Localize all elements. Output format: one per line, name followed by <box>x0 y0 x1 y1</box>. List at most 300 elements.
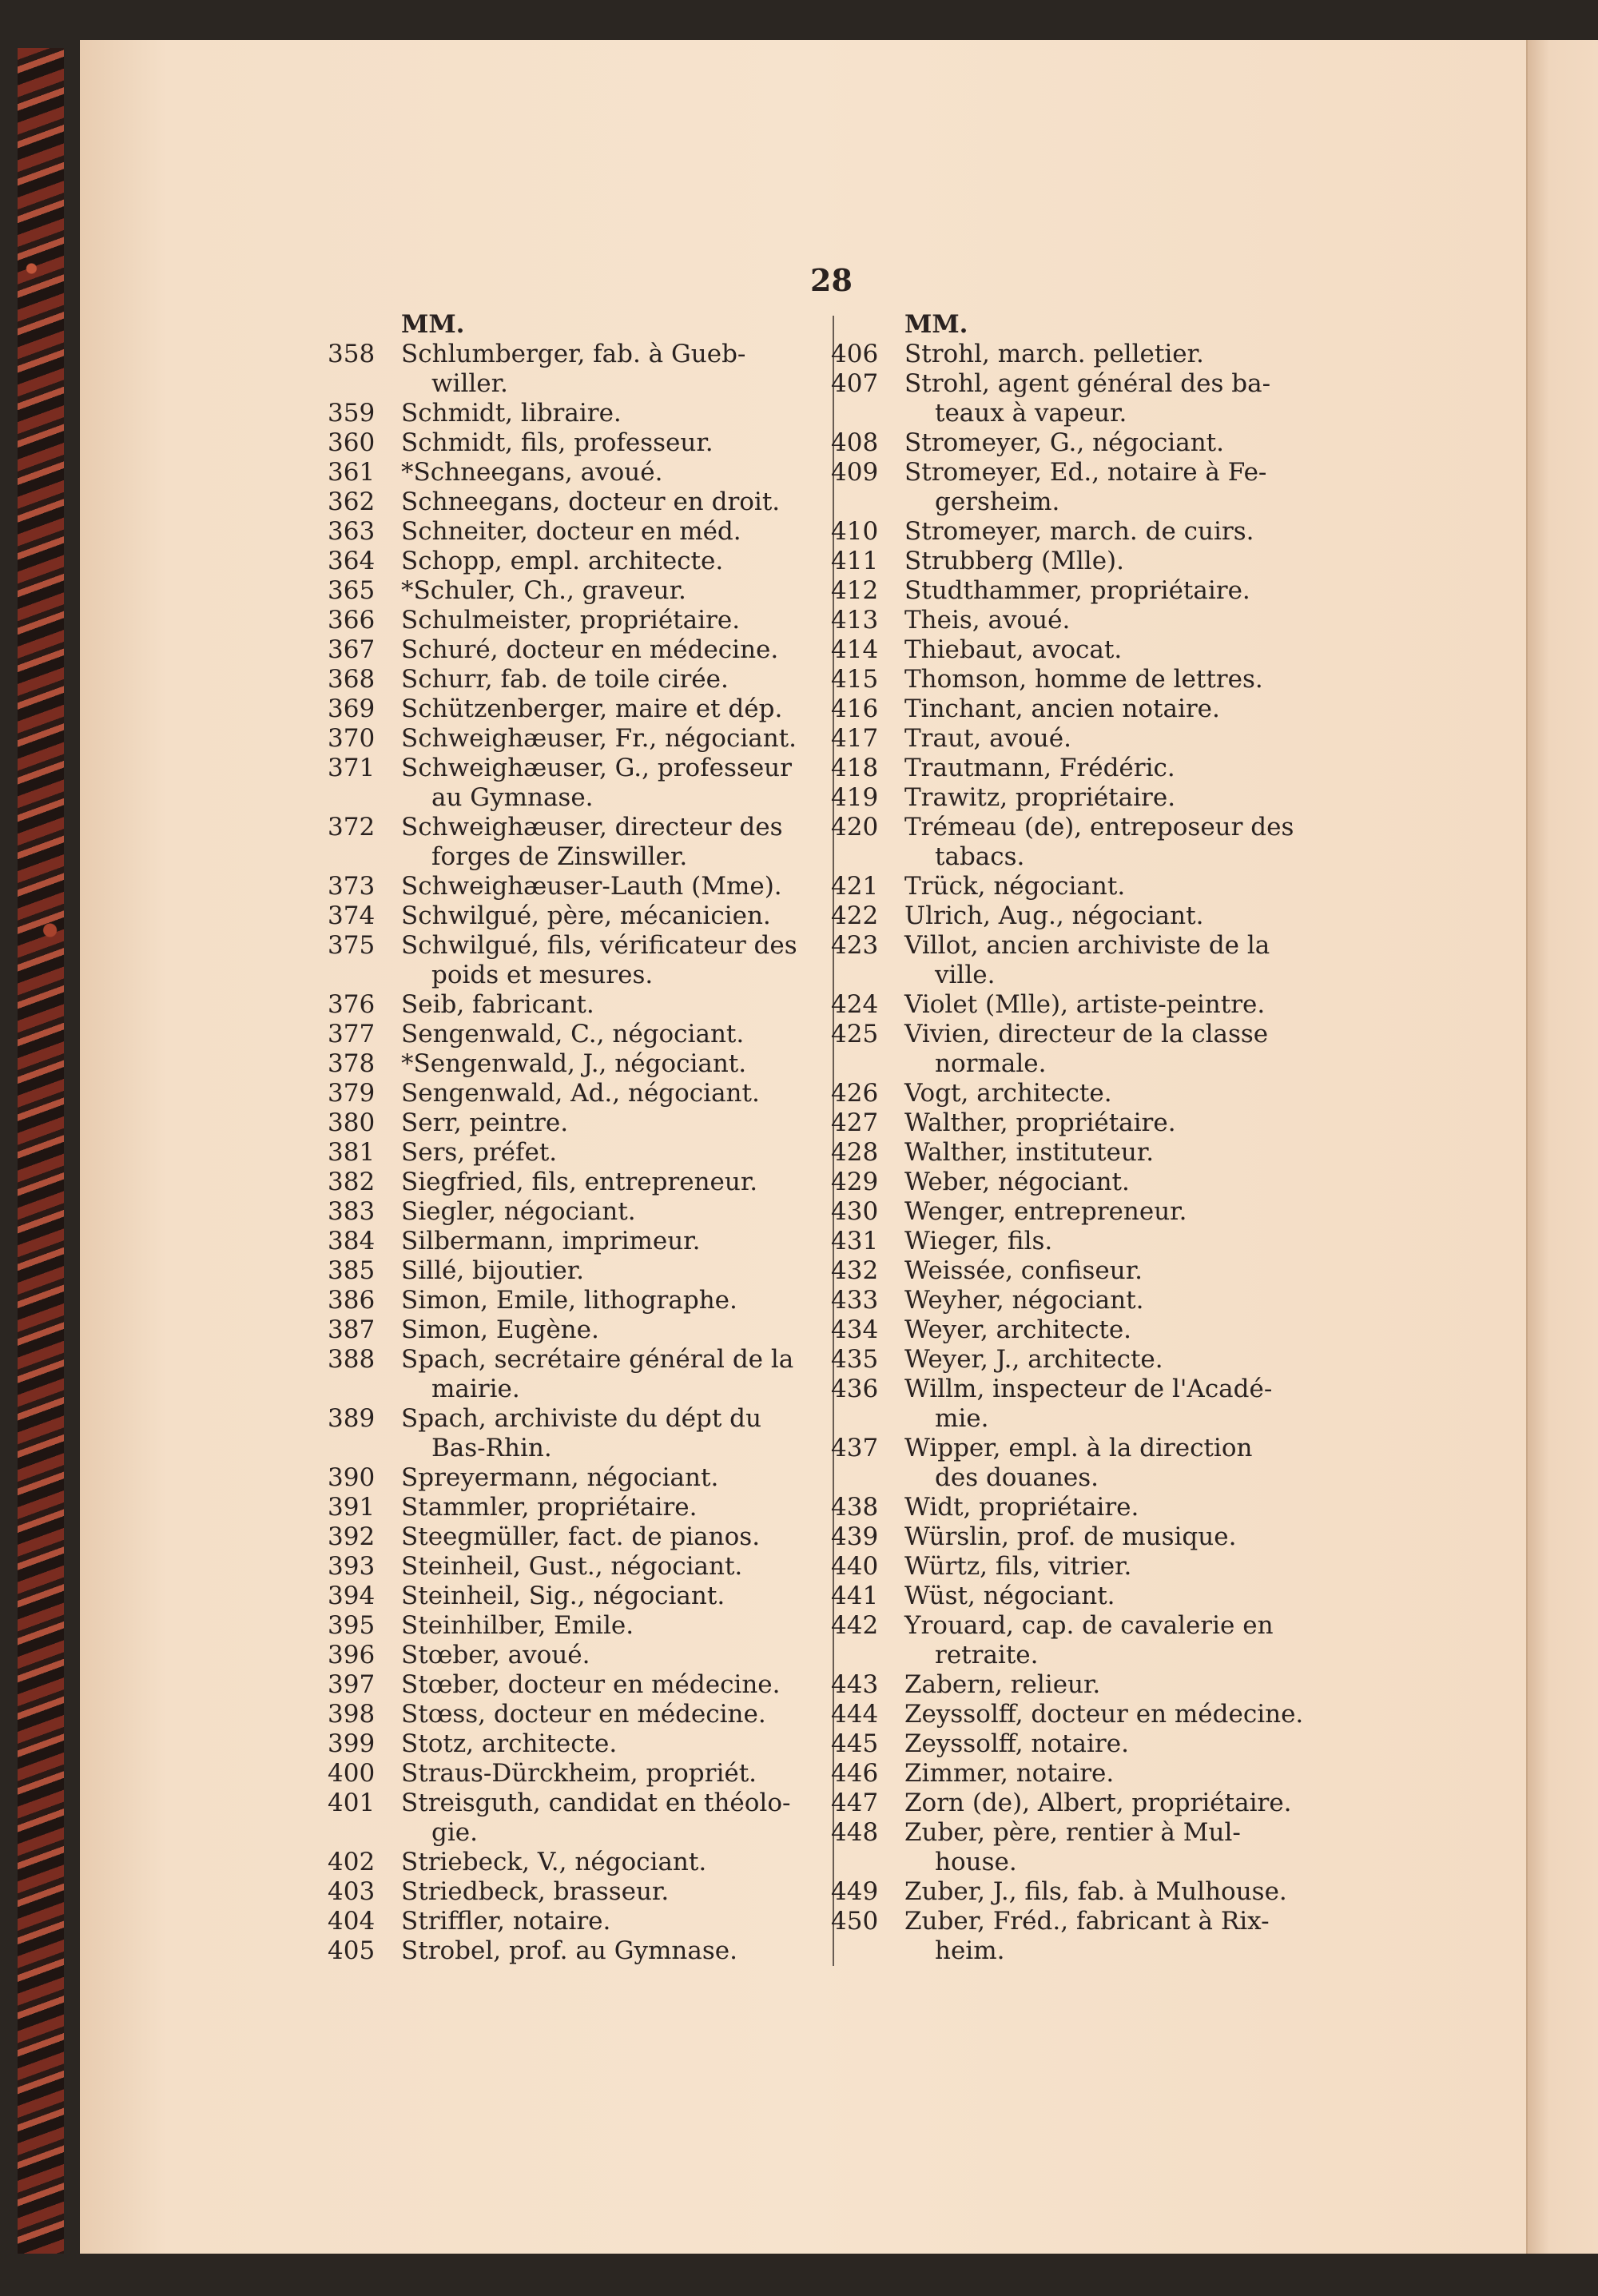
list-item <box>328 1789 807 1848</box>
list-item <box>831 1877 1310 1907</box>
list-item <box>328 1463 807 1493</box>
list-item <box>328 724 807 754</box>
entry-text: Stromeyer, G., négociant. <box>904 428 1224 457</box>
entry-continuation: poids et mesures. <box>431 961 654 989</box>
entry-number: 384 <box>328 1227 376 1255</box>
entry-text: Schlumberger, fab. à Gueb- <box>401 340 746 368</box>
entry-number: 391 <box>328 1493 376 1522</box>
entry-text: Würslin, prof. de musique. <box>904 1522 1237 1551</box>
list-item <box>328 1641 807 1670</box>
list-item <box>328 1197 807 1227</box>
entry-text: Strobel, prof. au Gymnase. <box>401 1936 737 1965</box>
list-item <box>831 1256 1310 1286</box>
list-item <box>328 1582 807 1611</box>
list-item <box>831 1493 1310 1522</box>
list-item <box>831 724 1310 754</box>
list-item <box>328 1108 807 1138</box>
entry-text: *Schneegans, avoué. <box>401 458 663 487</box>
entry-text: Siegler, négociant. <box>401 1197 636 1226</box>
entry-text: Sillé, bijoutier. <box>401 1256 585 1285</box>
entry-number: 441 <box>831 1582 879 1610</box>
entry-text: Zorn (de), Albert, propriétaire. <box>904 1789 1292 1817</box>
entry-text: Stotz, architecte. <box>401 1729 618 1758</box>
list-item <box>328 1079 807 1108</box>
entry-text: Straus-Dürckheim, propriét. <box>401 1759 757 1788</box>
entry-text: Violet (Mlle), artiste-peintre. <box>904 990 1266 1019</box>
entry-text: Schurr, fab. de toile cirée. <box>401 665 729 694</box>
entry-continuation: house. <box>935 1848 1017 1876</box>
list-item <box>328 517 807 547</box>
list-item <box>328 1493 807 1522</box>
entry-number: 444 <box>831 1700 879 1729</box>
list-item <box>831 1108 1310 1138</box>
entry-text: Weyer, architecte. <box>904 1315 1132 1344</box>
list-item <box>328 1256 807 1286</box>
entry-text: Thiebaut, avocat. <box>904 635 1123 664</box>
list-item <box>831 1700 1310 1729</box>
entry-number: 388 <box>328 1345 376 1374</box>
entry-number: 363 <box>328 517 376 546</box>
entry-number: 438 <box>831 1493 879 1522</box>
left-column <box>328 310 807 1966</box>
entry-text: Weyer, J., architecte. <box>904 1345 1163 1374</box>
entry-text: Wenger, entrepreneur. <box>904 1197 1187 1226</box>
entry-text: Steinheil, Sig., négociant. <box>401 1582 725 1610</box>
entry-number: 422 <box>831 901 879 930</box>
entry-number: 411 <box>831 547 879 575</box>
list-item <box>831 872 1310 901</box>
list-item <box>328 1936 807 1966</box>
entry-number: 445 <box>831 1729 879 1758</box>
entry-number: 425 <box>831 1020 879 1049</box>
entry-text: Thomson, homme de lettres. <box>904 665 1263 694</box>
entry-number: 359 <box>328 399 376 428</box>
entry-text: Zuber, J., fils, fab. à Mulhouse. <box>904 1877 1287 1906</box>
entry-text: Stromeyer, Ed., notaire à Fe- <box>904 458 1267 487</box>
list-item <box>831 1138 1310 1168</box>
entry-text: Siegfried, fils, entrepreneur. <box>401 1168 758 1196</box>
entry-number: 390 <box>328 1463 376 1492</box>
entry-text: *Sengenwald, J., négociant. <box>401 1049 747 1078</box>
entry-text: Trémeau (de), entreposeur des <box>904 813 1294 842</box>
list-item <box>831 813 1310 872</box>
list-item <box>831 783 1310 813</box>
entry-text: Steegmüller, fact. de pianos. <box>401 1522 761 1551</box>
list-item <box>831 369 1310 428</box>
list-item <box>831 458 1310 517</box>
entry-text: Striebeck, V., négociant. <box>401 1848 707 1876</box>
entry-number: 436 <box>831 1375 879 1403</box>
entry-continuation: mie. <box>935 1404 989 1433</box>
entry-text: Schulmeister, propriétaire. <box>401 606 741 635</box>
list-item <box>831 1818 1310 1877</box>
entry-text: Theis, avoué. <box>904 606 1071 635</box>
list-item <box>328 1670 807 1700</box>
entry-number: 394 <box>328 1582 376 1610</box>
entry-number: 377 <box>328 1020 376 1049</box>
entry-continuation: gie. <box>431 1818 478 1847</box>
entry-number: 410 <box>831 517 879 546</box>
list-item <box>328 1552 807 1582</box>
list-item <box>328 872 807 901</box>
entry-text: Strubberg (Mlle). <box>904 547 1124 575</box>
entry-number: 358 <box>328 340 376 368</box>
list-item <box>328 458 807 487</box>
entry-number: 372 <box>328 813 376 842</box>
entry-text: Zeyssolff, docteur en médecine. <box>904 1700 1304 1729</box>
entry-number: 439 <box>831 1522 879 1551</box>
entry-text: Streisguth, candidat en théolo- <box>401 1789 791 1817</box>
list-item <box>328 931 807 990</box>
entry-number: 374 <box>328 901 376 930</box>
entry-number: 435 <box>831 1345 879 1374</box>
entry-number: 437 <box>831 1434 879 1462</box>
entry-text: Wieger, fils. <box>904 1227 1053 1255</box>
entry-number: 400 <box>328 1759 376 1788</box>
entry-continuation: forges de Zinswiller. <box>431 842 688 871</box>
entry-text: Wüst, négociant. <box>904 1582 1115 1610</box>
entry-text: Yrouard, cap. de cavalerie en <box>904 1611 1274 1640</box>
entry-text: Sengenwald, C., négociant. <box>401 1020 745 1049</box>
list-item <box>831 1582 1310 1611</box>
list-item <box>328 694 807 724</box>
entry-text: Zimmer, notaire. <box>904 1759 1115 1788</box>
entry-text: Zeyssolff, notaire. <box>904 1729 1129 1758</box>
entry-number: 392 <box>328 1522 376 1551</box>
entry-number: 442 <box>831 1611 879 1640</box>
entry-continuation: teaux à vapeur. <box>935 399 1127 428</box>
entry-number: 379 <box>328 1079 376 1108</box>
entry-number: 424 <box>831 990 879 1019</box>
entry-number: 440 <box>831 1552 879 1581</box>
entry-number: 434 <box>831 1315 879 1344</box>
entry-number: 397 <box>328 1670 376 1699</box>
entry-continuation: normale. <box>935 1049 1047 1078</box>
entry-number: 405 <box>328 1936 376 1965</box>
entry-number: 361 <box>328 458 376 487</box>
entry-text: Stromeyer, march. de cuirs. <box>904 517 1254 546</box>
entry-number: 386 <box>328 1286 376 1315</box>
entry-text: Strohl, march. pelletier. <box>904 340 1204 368</box>
list-item <box>328 635 807 665</box>
book-binding <box>18 48 64 2254</box>
entry-continuation: tabacs. <box>935 842 1025 871</box>
list-item <box>831 606 1310 635</box>
entry-text: Stœber, docteur en médecine. <box>401 1670 781 1699</box>
entry-text: Zabern, relieur. <box>904 1670 1101 1699</box>
entry-text: Schopp, empl. architecte. <box>401 547 724 575</box>
list-item <box>831 1907 1310 1966</box>
facing-page-edge <box>1526 40 1598 2254</box>
entry-number: 418 <box>831 754 879 782</box>
list-item <box>328 1759 807 1789</box>
list-item <box>328 1345 807 1404</box>
entry-text: Strohl, agent général des ba- <box>904 369 1271 398</box>
list-item <box>831 1375 1310 1434</box>
entry-text: Schwilgué, père, mécanicien. <box>401 901 771 930</box>
list-item <box>831 1227 1310 1256</box>
entry-number: 396 <box>328 1641 376 1669</box>
entry-number: 420 <box>831 813 879 842</box>
entry-number: 401 <box>328 1789 376 1817</box>
entry-number: 367 <box>328 635 376 664</box>
list-item <box>328 1700 807 1729</box>
entry-number: 446 <box>831 1759 879 1788</box>
list-item <box>831 1168 1310 1197</box>
entry-text: Villot, ancien archiviste de la <box>904 931 1270 960</box>
list-item <box>328 1729 807 1759</box>
list-item <box>831 1315 1310 1345</box>
entry-number: 403 <box>328 1877 376 1906</box>
list-item <box>831 1729 1310 1759</box>
entry-text: Schweighæuser, G., professeur <box>401 754 792 782</box>
entry-text: Stœber, avoué. <box>401 1641 590 1669</box>
entry-number: 370 <box>328 724 376 753</box>
entry-number: 389 <box>328 1404 376 1433</box>
list-item <box>831 901 1310 931</box>
entry-text: Serr, peintre. <box>401 1108 569 1137</box>
list-item <box>328 1138 807 1168</box>
entry-number: 427 <box>831 1108 879 1137</box>
list-item <box>831 1611 1310 1670</box>
entry-number: 409 <box>831 458 879 487</box>
entry-text: Trautmann, Frédéric. <box>904 754 1175 782</box>
list-item <box>831 1020 1310 1079</box>
entry-number: 399 <box>328 1729 376 1758</box>
entry-text: Stœss, docteur en médecine. <box>401 1700 766 1729</box>
list-item <box>831 635 1310 665</box>
entry-text: Traut, avoué. <box>904 724 1071 753</box>
right-column <box>831 310 1310 1966</box>
entry-text: Schmidt, libraire. <box>401 399 622 428</box>
list-item <box>328 1522 807 1552</box>
entry-number: 387 <box>328 1315 376 1344</box>
list-item <box>328 754 807 813</box>
entry-text: Würtz, fils, vitrier. <box>904 1552 1132 1581</box>
entry-number: 395 <box>328 1611 376 1640</box>
entry-text: Walther, propriétaire. <box>904 1108 1176 1137</box>
column-header: MM. <box>401 310 465 339</box>
entry-number: 383 <box>328 1197 376 1226</box>
entry-number: 382 <box>328 1168 376 1196</box>
entry-text: Studthammer, propriétaire. <box>904 576 1250 605</box>
entry-continuation: des douanes. <box>935 1463 1099 1492</box>
entry-text: Stammler, propriétaire. <box>401 1493 698 1522</box>
entry-text: Weyher, négociant. <box>904 1286 1144 1315</box>
list-item <box>328 606 807 635</box>
entry-continuation: willer. <box>431 369 508 398</box>
entry-number: 433 <box>831 1286 879 1315</box>
entry-number: 408 <box>831 428 879 457</box>
entry-number: 378 <box>328 1049 376 1078</box>
entry-number: 381 <box>328 1138 376 1167</box>
list-item <box>328 1611 807 1641</box>
entry-text: Simon, Emile, lithographe. <box>401 1286 737 1315</box>
entry-text: Vivien, directeur de la classe <box>904 1020 1269 1049</box>
entry-text: Spach, secrétaire général de la <box>401 1345 794 1374</box>
list-item <box>328 1877 807 1907</box>
list-item <box>831 1522 1310 1552</box>
entry-continuation: heim. <box>935 1936 1005 1965</box>
entry-number: 362 <box>328 487 376 516</box>
list-item <box>831 931 1310 990</box>
entry-text: Ulrich, Aug., négociant. <box>904 901 1204 930</box>
entry-number: 402 <box>328 1848 376 1876</box>
list-item <box>831 1670 1310 1700</box>
entry-number: 407 <box>831 369 879 398</box>
entry-number: 398 <box>328 1700 376 1729</box>
entry-number: 414 <box>831 635 879 664</box>
entry-text: Trawitz, propriétaire. <box>904 783 1176 812</box>
entry-text: Wipper, empl. à la direction <box>904 1434 1253 1462</box>
list-item <box>328 428 807 458</box>
list-item <box>328 1907 807 1936</box>
entry-number: 423 <box>831 931 879 960</box>
list-item <box>328 1315 807 1345</box>
entry-number: 404 <box>328 1907 376 1936</box>
entry-text: Schweighæuser-Lauth (Mme). <box>401 872 782 901</box>
list-item <box>328 901 807 931</box>
entry-number: 380 <box>328 1108 376 1137</box>
entry-number: 430 <box>831 1197 879 1226</box>
entry-number: 413 <box>831 606 879 635</box>
entry-number: 431 <box>831 1227 879 1255</box>
entry-number: 449 <box>831 1877 879 1906</box>
entry-continuation: Bas-Rhin. <box>431 1434 552 1462</box>
list-item <box>831 576 1310 606</box>
entry-text: Vogt, architecte. <box>904 1079 1112 1108</box>
list-item <box>831 1197 1310 1227</box>
list-item <box>831 1552 1310 1582</box>
list-item <box>831 694 1310 724</box>
list-item <box>831 1079 1310 1108</box>
entry-number: 360 <box>328 428 376 457</box>
entry-text: Willm, inspecteur de l'Acadé- <box>904 1375 1273 1403</box>
list-item <box>328 399 807 428</box>
list-item <box>328 1020 807 1049</box>
list-item <box>328 1049 807 1079</box>
entry-text: Walther, instituteur. <box>904 1138 1155 1167</box>
entry-number: 373 <box>328 872 376 901</box>
entry-text: Striffler, notaire. <box>401 1907 611 1936</box>
entry-number: 426 <box>831 1079 879 1108</box>
list-item <box>831 1759 1310 1789</box>
entry-text: Sengenwald, Ad., négociant. <box>401 1079 760 1108</box>
list-item <box>328 1286 807 1315</box>
entry-number: 429 <box>831 1168 879 1196</box>
list-item <box>831 1286 1310 1315</box>
entry-continuation: ville. <box>935 961 996 989</box>
entry-number: 447 <box>831 1789 879 1817</box>
list-item <box>328 547 807 576</box>
list-item <box>831 428 1310 458</box>
entry-number: 428 <box>831 1138 879 1167</box>
list-item <box>328 340 807 399</box>
entry-text: Striedbeck, brasseur. <box>401 1877 670 1906</box>
entry-text: Spach, archiviste du dépt du <box>401 1404 761 1433</box>
entry-text: Schwilgué, fils, vérificateur des <box>401 931 797 960</box>
entry-number: 385 <box>328 1256 376 1285</box>
column-header: MM. <box>904 310 968 339</box>
entry-number: 421 <box>831 872 879 901</box>
entry-number: 369 <box>328 694 376 723</box>
list-item <box>328 576 807 606</box>
entry-text: Weissée, confiseur. <box>904 1256 1143 1285</box>
entry-number: 406 <box>831 340 879 368</box>
list-item <box>328 813 807 872</box>
entry-text: Steinheil, Gust., négociant. <box>401 1552 743 1581</box>
entry-number: 393 <box>328 1552 376 1581</box>
entry-text: Seib, fabricant. <box>401 990 594 1019</box>
entry-text: Weber, négociant. <box>904 1168 1130 1196</box>
entry-number: 419 <box>831 783 879 812</box>
list-item <box>831 340 1310 369</box>
entry-text: *Schuler, Ch., graveur. <box>401 576 686 605</box>
list-item <box>831 1789 1310 1818</box>
list-item <box>831 990 1310 1020</box>
entry-text: Silbermann, imprimeur. <box>401 1227 701 1255</box>
entry-text: Trück, négociant. <box>904 872 1126 901</box>
list-item <box>328 487 807 517</box>
entry-text: Schneegans, docteur en droit. <box>401 487 781 516</box>
entry-number: 448 <box>831 1818 879 1847</box>
entry-number: 432 <box>831 1256 879 1285</box>
entry-number: 450 <box>831 1907 879 1936</box>
entry-number: 416 <box>831 694 879 723</box>
entry-text: Tinchant, ancien notaire. <box>904 694 1220 723</box>
entry-text: Spreyermann, négociant. <box>401 1463 719 1492</box>
entry-number: 371 <box>328 754 376 782</box>
entry-number: 368 <box>328 665 376 694</box>
entry-number: 443 <box>831 1670 879 1699</box>
list-item <box>328 665 807 694</box>
entry-text: Widt, propriétaire. <box>904 1493 1139 1522</box>
entry-number: 366 <box>328 606 376 635</box>
list-item <box>831 1345 1310 1375</box>
entry-text: Schweighæuser, directeur des <box>401 813 783 842</box>
entry-number: 415 <box>831 665 879 694</box>
entry-continuation: au Gymnase. <box>431 783 594 812</box>
entry-text: Simon, Eugène. <box>401 1315 599 1344</box>
entry-text: Schmidt, fils, professeur. <box>401 428 714 457</box>
entry-text: Schweighæuser, Fr., négociant. <box>401 724 797 753</box>
entry-text: Schützenberger, maire et dép. <box>401 694 783 723</box>
entry-number: 417 <box>831 724 879 753</box>
entry-text: Schneiter, docteur en méd. <box>401 517 741 546</box>
entry-number: 364 <box>328 547 376 575</box>
entry-number: 376 <box>328 990 376 1019</box>
entry-text: Zuber, Fréd., fabricant à Rix- <box>904 1907 1270 1936</box>
list-item <box>831 665 1310 694</box>
list-item <box>831 1434 1310 1493</box>
entry-continuation: gersheim. <box>935 487 1060 516</box>
entry-text: Zuber, père, rentier à Mul- <box>904 1818 1241 1847</box>
entry-text: Schuré, docteur en médecine. <box>401 635 779 664</box>
entry-continuation: retraite. <box>935 1641 1039 1669</box>
list-item <box>328 990 807 1020</box>
entry-number: 375 <box>328 931 376 960</box>
list-item <box>831 754 1310 783</box>
list-item <box>328 1227 807 1256</box>
entry-continuation: mairie. <box>431 1375 520 1403</box>
list-item <box>328 1404 807 1463</box>
list-item <box>328 1848 807 1877</box>
entry-number: 412 <box>831 576 879 605</box>
list-item <box>831 547 1310 576</box>
list-item <box>328 1168 807 1197</box>
list-item <box>831 517 1310 547</box>
entry-number: 365 <box>328 576 376 605</box>
